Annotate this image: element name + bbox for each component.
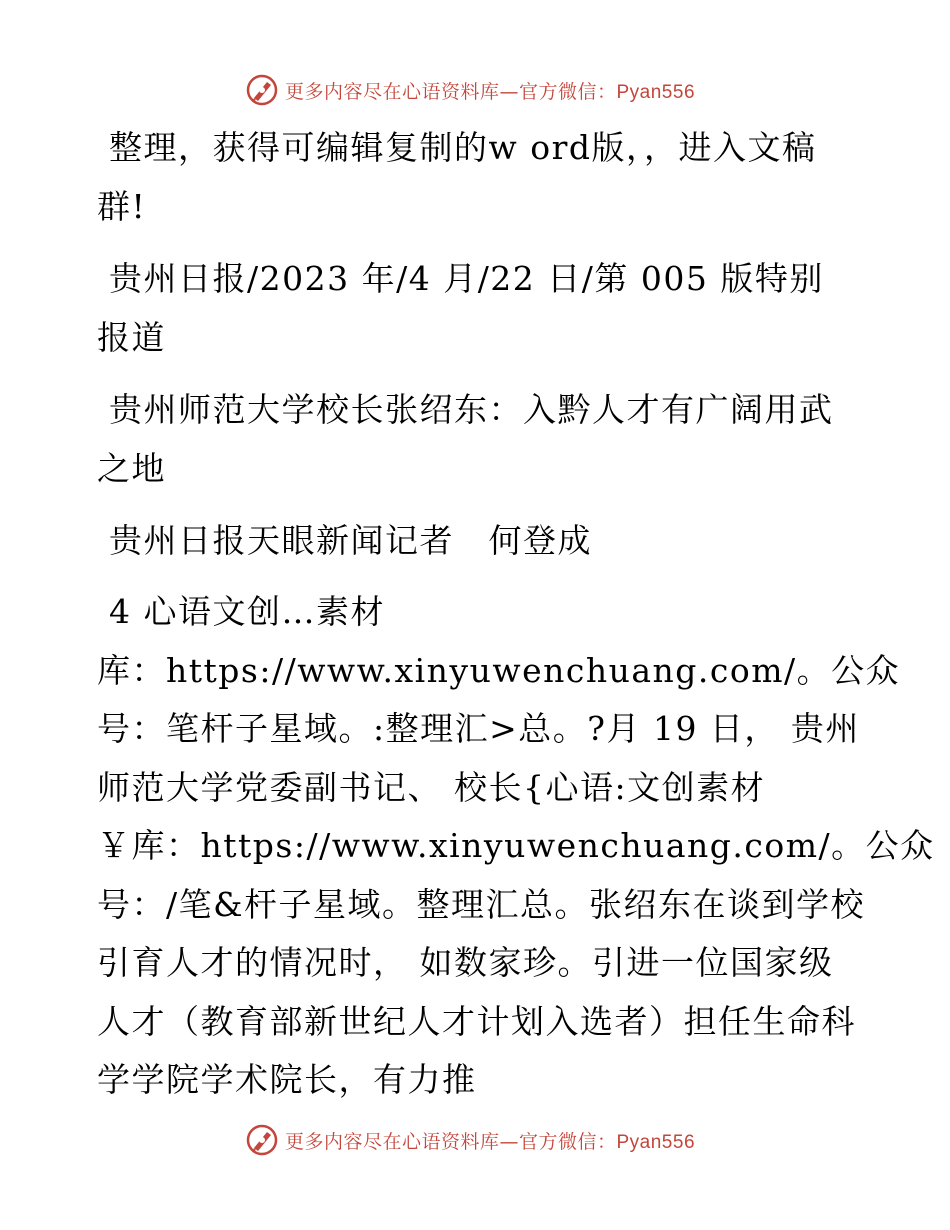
watermark-group — [245, 73, 695, 107]
pen-logo-icon — [245, 1123, 279, 1157]
header-watermark — [0, 70, 950, 110]
text-line: 学学院学术院长，有力推 — [97, 1060, 477, 1099]
article-text — [97, 583, 935, 1110]
article-title: 贵州师范大学校长张绍东：入黔人才有广阔用武之地 — [97, 390, 834, 488]
text-line: 引育人才的情况时， 如数家珍。引进一位国家级 — [97, 943, 834, 982]
footer-watermark — [0, 1120, 950, 1160]
watermark-group — [245, 1123, 695, 1157]
watermark-text: 更多内容尽在心语资料库—官方微信：Pyan556 — [284, 80, 696, 103]
paragraph-intro: 整理，获得可编辑复制的w ord版，，进入文稿群! — [97, 128, 817, 226]
text-line: 库：https://www.xinyuwenchuang.com/。公众 — [97, 650, 901, 690]
document-body — [97, 118, 935, 1110]
text-line: 4 心语文创…素材 — [109, 592, 385, 631]
paragraph-source: 贵州日报/2023 年/4 月/22 日/第 005 版特别报道 — [97, 259, 824, 357]
text-line: 号：/笔&杆子星域。整理汇总。张绍东在谈到学校 — [97, 884, 865, 924]
text-line: 号：笔杆子星域。:整理汇>总。?月 19 日， 贵州 — [97, 709, 860, 748]
text-line: 人才（教育部新世纪人才计划入选者）担任生命科 — [97, 1001, 856, 1041]
text-line: ￥库：https://www.xinyuwenchuang.com/。公众 — [97, 826, 935, 865]
article-byline: 贵州日报天眼新闻记者 何登成 — [109, 521, 592, 560]
watermark-text: 更多内容尽在心语资料库—官方微信：Pyan556 — [284, 1130, 696, 1153]
text-line: 师范大学党委副书记、 校长{心语:文创素材 — [97, 767, 766, 807]
pen-logo-icon — [245, 73, 279, 107]
